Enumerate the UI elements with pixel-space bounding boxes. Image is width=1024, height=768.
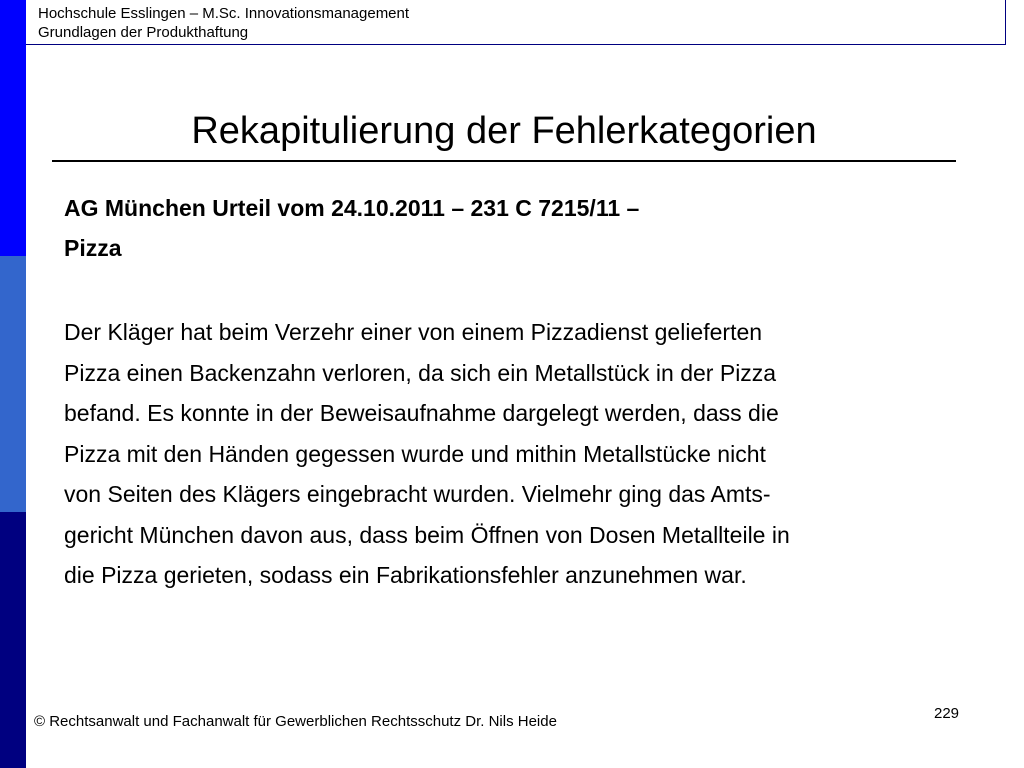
title-underline <box>52 160 956 162</box>
sidebar-segment-middle <box>0 256 26 512</box>
sidebar-segment-top <box>0 0 26 256</box>
body-line: die Pizza gerieten, sodass ein Fabrikationsfehler anzunehmen war. <box>64 562 747 588</box>
case-reference-line-1: AG München Urteil vom 24.10.2011 – 231 C 7215/11 – <box>64 195 640 221</box>
header-divider-vertical <box>1005 0 1006 45</box>
body-line: Der Kläger hat beim Verzehr einer von einem Pizzadienst gelieferten <box>64 319 763 345</box>
sidebar-segment-bottom <box>0 512 26 768</box>
case-description <box>64 312 790 596</box>
header-divider <box>26 44 1006 45</box>
header-course: Grundlagen der Produkthaftung <box>38 24 249 41</box>
case-reference-line-2: Pizza <box>64 235 122 261</box>
slide-header <box>38 4 409 42</box>
body-line: Pizza mit den Händen gegessen wurde und mithin Metallstücke nicht <box>64 440 766 467</box>
footer-copyright: © Rechtsanwalt und Fachanwalt für Gewerblichen Rechtsschutz Dr. Nils Heide <box>34 713 557 730</box>
body-line: Pizza einen Backenzahn verloren, da sich ein Metallstück in der Pizza <box>64 359 777 386</box>
body-line: von Seiten des Klägers eingebracht wurden. Vielmehr ging das Amts- <box>64 481 771 507</box>
case-reference <box>64 188 639 268</box>
slide-title: Rekapitulierung der Fehlerkategorien <box>191 110 817 152</box>
header-institution: Hochschule Esslingen – M.Sc. Innovationsmanagement <box>38 5 410 22</box>
page-number: 229 <box>934 705 960 722</box>
body-line: gericht München davon aus, dass beim Öffnen von Dosen Metallteile in <box>64 521 790 548</box>
body-line: befand. Es konnte in der Beweisaufnahme dargelegt werden, dass die <box>64 400 779 426</box>
